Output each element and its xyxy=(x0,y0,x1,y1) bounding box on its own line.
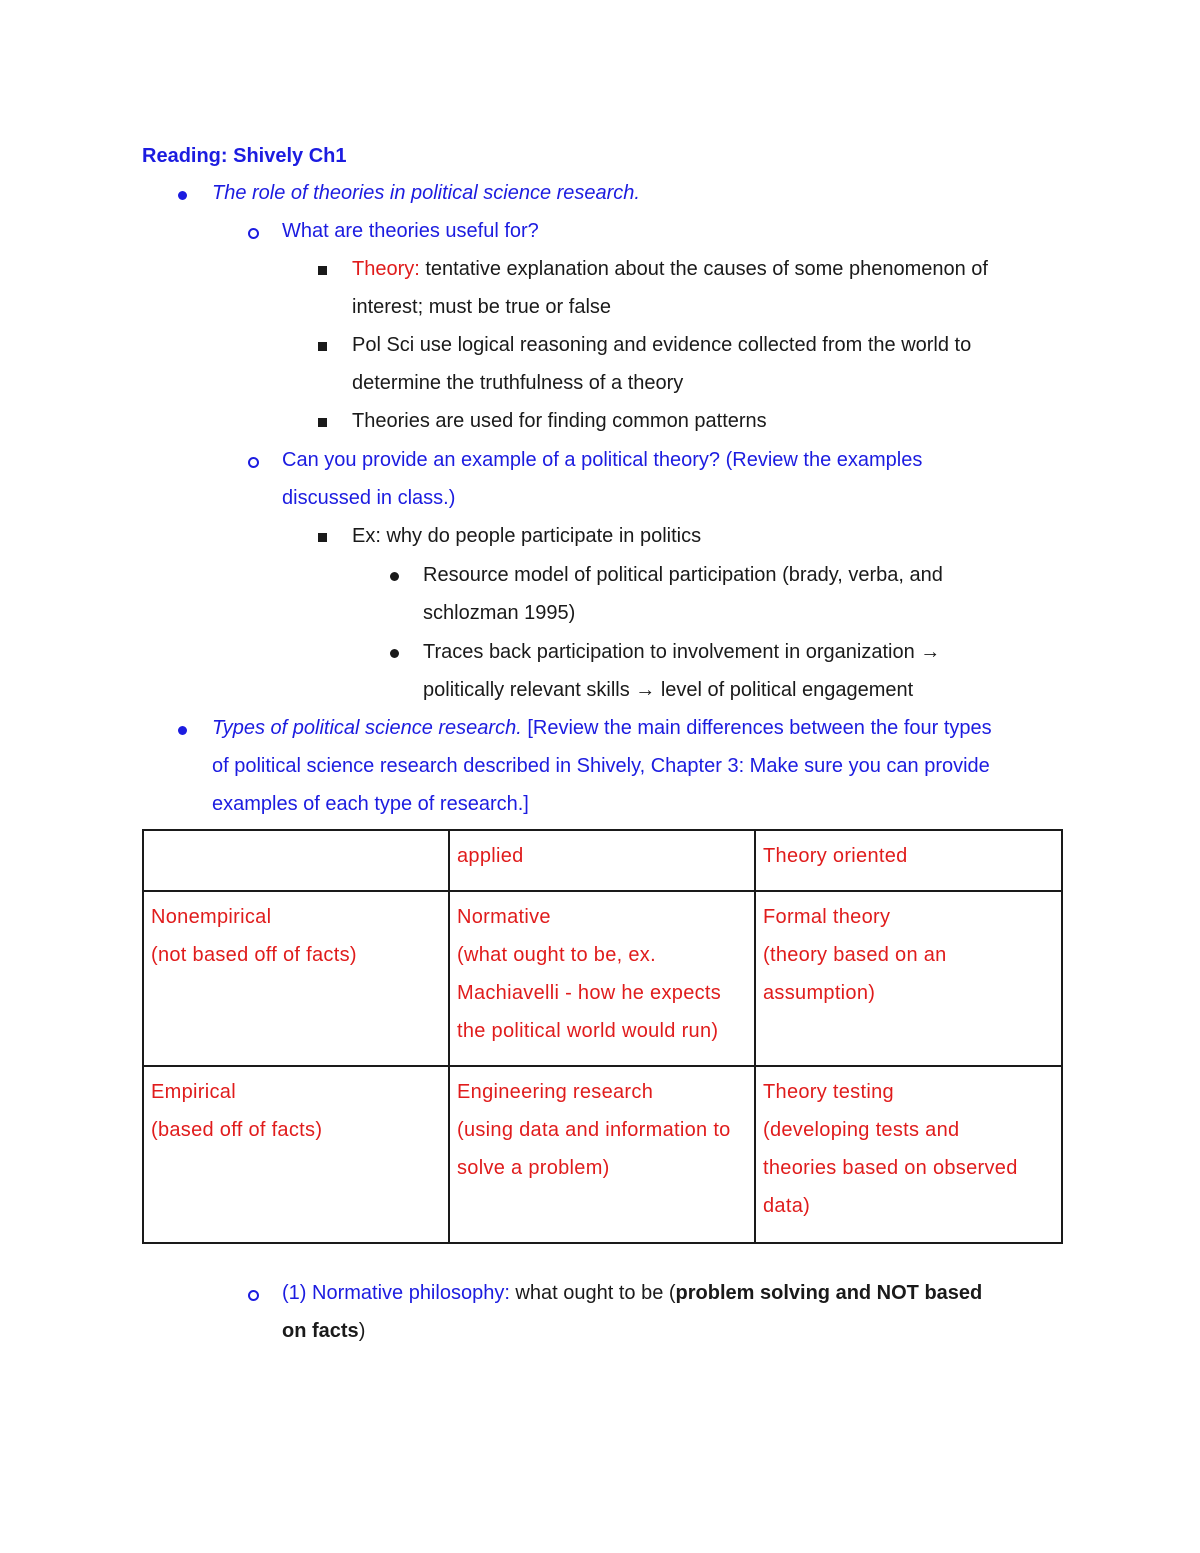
table-cell xyxy=(449,1066,755,1243)
bullet-types-research xyxy=(212,709,992,747)
item-resource-model: Resource model of political participation (brady, verba, and xyxy=(423,564,943,586)
table-header-row xyxy=(143,830,1062,891)
table-header-cell: Theory oriented xyxy=(755,830,1062,891)
theory-definition-text: tentative explanation about the causes of some phenomenon of xyxy=(419,258,988,280)
normative-bold: problem solving and NOT based xyxy=(675,1282,983,1304)
cell-text: Empirical xyxy=(151,1081,236,1103)
cell-text: (based off of facts) xyxy=(151,1119,323,1141)
item-normative-philosophy xyxy=(282,1274,982,1312)
cell-text: (using data and information to xyxy=(457,1119,731,1141)
square-bullet-icon xyxy=(318,266,327,275)
sub-theories-useful: What are theories useful for? xyxy=(282,220,539,242)
types-research-note-cont: of political science research described in Shively, Chapter 3: Make sure you can provide xyxy=(212,755,990,777)
sub-example-question-cont: discussed in class.) xyxy=(282,487,456,509)
normative-label: (1) Normative philosophy: xyxy=(282,1282,510,1304)
cell-text: data) xyxy=(763,1195,811,1217)
cell-text: (not based off of facts) xyxy=(151,944,357,966)
square-bullet-icon xyxy=(318,418,327,427)
item-traces-back: Traces back participation to involvement in organization → xyxy=(423,641,941,663)
cell-text: Formal theory xyxy=(763,906,891,928)
normative-text: what ought to be ( xyxy=(509,1282,676,1304)
table-row xyxy=(143,891,1062,1066)
item-pol-sci-reasoning-cont: determine the truthfulness of a theory xyxy=(352,372,684,394)
table-cell xyxy=(449,891,755,1066)
normative-bold-cont: on facts xyxy=(282,1320,359,1342)
cell-text: assumption) xyxy=(763,982,876,1004)
cell-text: Engineering research xyxy=(457,1081,654,1103)
table-header-cell: applied xyxy=(449,830,755,891)
research-types-table xyxy=(142,829,1063,1244)
item-example: Ex: why do people participate in politics xyxy=(352,525,702,547)
term-theory: Theory: xyxy=(352,258,420,280)
ring-bullet-icon xyxy=(248,1290,259,1301)
dot-bullet-icon xyxy=(390,572,399,581)
table-header-cell xyxy=(143,830,449,891)
table-row xyxy=(143,1066,1062,1243)
dot-bullet-icon xyxy=(390,649,399,658)
cell-text: (developing tests and xyxy=(763,1119,960,1141)
types-research-note: [Review the main differences between the four types xyxy=(521,717,992,739)
square-bullet-icon xyxy=(318,342,327,351)
types-research-title: Types of political science research. xyxy=(212,717,522,739)
sub-example-question: Can you provide an example of a political theory? (Review the examples xyxy=(282,449,923,471)
page-title: Reading: Shively Ch1 xyxy=(142,145,347,167)
cell-text: Machiavelli - how he expects xyxy=(457,982,722,1004)
item-theory-definition xyxy=(352,250,988,288)
ring-bullet-icon xyxy=(248,457,259,468)
cell-text: the political world would run) xyxy=(457,1020,719,1042)
cell-text: Nonempirical xyxy=(151,906,272,928)
bullet-dot-icon xyxy=(178,191,187,200)
square-bullet-icon xyxy=(318,533,327,542)
theory-definition-cont: interest; must be true or false xyxy=(352,296,612,318)
table-cell xyxy=(143,891,449,1066)
cell-text: solve a problem) xyxy=(457,1157,610,1179)
table-cell xyxy=(755,1066,1062,1243)
cell-text: theories based on observed xyxy=(763,1157,1018,1179)
item-pol-sci-reasoning: Pol Sci use logical reasoning and evidence collected from the world to xyxy=(352,334,972,356)
item-resource-model-cont: schlozman 1995) xyxy=(423,602,576,624)
item-traces-back-cont: politically relevant skills → level of political engagement xyxy=(423,679,914,701)
cell-text: Theory testing xyxy=(763,1081,894,1103)
table-cell xyxy=(755,891,1062,1066)
bullet-dot-icon xyxy=(178,726,187,735)
normative-close: ) xyxy=(358,1320,366,1342)
cell-text: (theory based on an xyxy=(763,944,947,966)
table-cell xyxy=(143,1066,449,1243)
cell-text: Normative xyxy=(457,906,551,928)
ring-bullet-icon xyxy=(248,228,259,239)
item-common-patterns: Theories are used for finding common patterns xyxy=(352,410,767,432)
types-research-note-end: examples of each type of research.] xyxy=(212,793,529,815)
cell-text: (what ought to be, ex. xyxy=(457,944,656,966)
item-normative-philosophy-cont xyxy=(282,1312,365,1350)
bullet-theories-role: The role of theories in political science research. xyxy=(212,182,640,204)
